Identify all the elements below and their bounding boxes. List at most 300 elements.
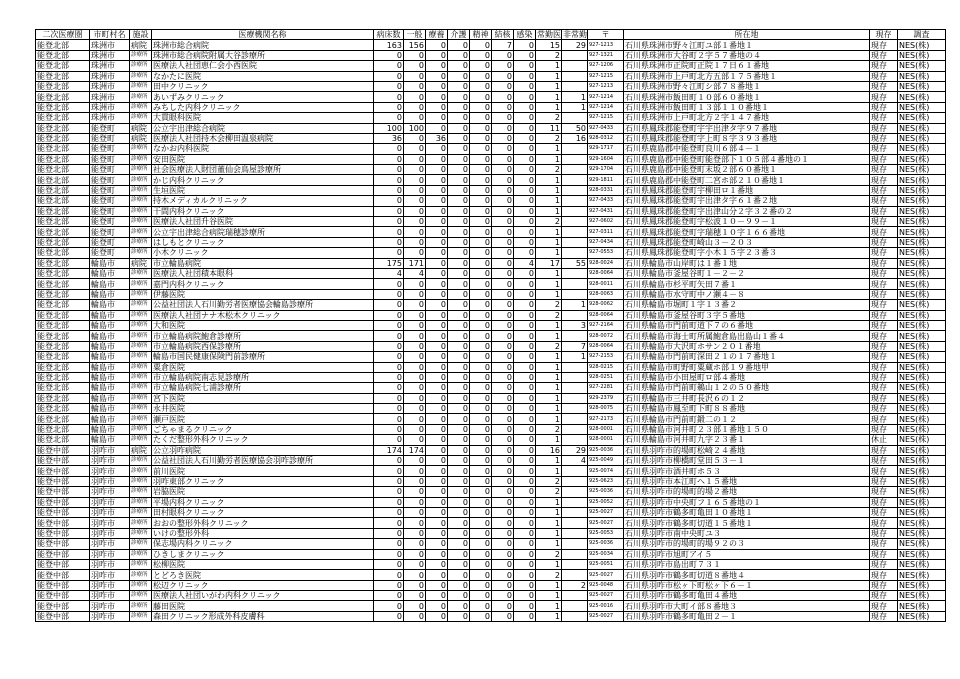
cell-zip: 925-0049 [588, 456, 624, 466]
cell-type: 診療所 [130, 279, 152, 289]
cell-fulltime: 1 [536, 289, 562, 299]
cell-beds: 0 [374, 175, 404, 185]
table-row [36, 92, 946, 102]
cell-name: 市立輪島病院南志見診療所 [152, 372, 374, 382]
cell-general: 100 [404, 123, 426, 133]
cell-nursing: 0 [448, 279, 470, 289]
cell-survey: NES(株) [898, 268, 946, 278]
cell-zip: 929-1704 [588, 165, 624, 175]
cell-infect: 0 [514, 611, 536, 621]
cell-city: 輪島市 [90, 352, 130, 362]
cell-city: 輪島市 [90, 393, 130, 403]
cell-survey: NES(株) [898, 175, 946, 185]
cell-name: 粟倉医院 [152, 362, 374, 372]
cell-survey: NES(株) [898, 217, 946, 227]
cell-care: 0 [426, 40, 448, 50]
cell-city: 能登町 [90, 123, 130, 133]
cell-zip: 925-0051 [588, 559, 624, 569]
cell-name: 市立輪島病院西保診療所 [152, 341, 374, 351]
cell-beds: 0 [374, 227, 404, 237]
cell-parttime [562, 528, 588, 538]
cell-nursing: 0 [448, 456, 470, 466]
cell-status: 現存 [870, 549, 898, 559]
cell-beds: 0 [374, 144, 404, 154]
cell-zip: 925-0027 [588, 507, 624, 517]
cell-type: 診療所 [130, 580, 152, 590]
cell-city: 羽咋市 [90, 466, 130, 476]
cell-psych: 0 [470, 487, 492, 497]
cell-nursing: 0 [448, 476, 470, 486]
cell-city: 能登町 [90, 206, 130, 216]
cell-parttime [562, 539, 588, 549]
cell-care: 0 [426, 528, 448, 538]
cell-beds: 0 [374, 507, 404, 517]
cell-tb: 0 [492, 476, 514, 486]
cell-infect: 0 [514, 144, 536, 154]
cell-name: 医療法人社団升谷医院 [152, 217, 374, 227]
cell-status: 現存 [870, 248, 898, 258]
cell-tb: 0 [492, 539, 514, 549]
cell-status: 現存 [870, 50, 898, 60]
table-row [36, 393, 946, 403]
cell-address: 石川県輪島市門前町鵜山１２の５０番地 [624, 383, 870, 393]
table-row [36, 175, 946, 185]
cell-nursing: 0 [448, 102, 470, 112]
cell-name: 珠洲市総合病院 [152, 40, 374, 50]
cell-type: 診療所 [130, 227, 152, 237]
cell-fulltime: 1 [536, 144, 562, 154]
cell-beds: 0 [374, 102, 404, 112]
cell-tb: 0 [492, 404, 514, 414]
cell-city: 輪島市 [90, 372, 130, 382]
cell-tb: 0 [492, 352, 514, 362]
cell-beds: 0 [374, 237, 404, 247]
cell-survey: NES(株) [898, 81, 946, 91]
cell-fulltime: 1 [536, 435, 562, 445]
cell-tb: 0 [492, 580, 514, 590]
table-row [36, 362, 946, 372]
cell-fulltime: 2 [536, 113, 562, 123]
cell-beds: 0 [374, 61, 404, 71]
column-header-address: 所在地 [624, 30, 870, 40]
cell-care: 0 [426, 393, 448, 403]
cell-name: 松辺クリニック [152, 580, 374, 590]
cell-care: 0 [426, 113, 448, 123]
cell-beds: 0 [374, 320, 404, 330]
cell-tb: 0 [492, 331, 514, 341]
cell-tb: 0 [492, 268, 514, 278]
cell-name: 羽咋東部クリニック [152, 476, 374, 486]
cell-psych: 0 [470, 92, 492, 102]
cell-beds: 0 [374, 92, 404, 102]
cell-tb: 0 [492, 445, 514, 455]
cell-type: 診療所 [130, 570, 152, 580]
cell-nursing: 0 [448, 331, 470, 341]
cell-survey: NES(株) [898, 466, 946, 476]
cell-beds: 0 [374, 601, 404, 611]
cell-type: 診療所 [130, 601, 152, 611]
table-row [36, 456, 946, 466]
cell-beds: 0 [374, 165, 404, 175]
cell-city: 羽咋市 [90, 476, 130, 486]
cell-tb: 0 [492, 383, 514, 393]
cell-name: ごちゃまるクリニック [152, 424, 374, 434]
cell-city: 珠洲市 [90, 113, 130, 123]
cell-zip: 927-0433 [588, 123, 624, 133]
cell-region: 能登北部 [36, 50, 90, 60]
cell-care: 0 [426, 185, 448, 195]
cell-fulltime: 2 [536, 424, 562, 434]
cell-nursing: 0 [448, 175, 470, 185]
table-row [36, 404, 946, 414]
cell-care: 0 [426, 497, 448, 507]
cell-city: 輪島市 [90, 424, 130, 434]
cell-psych: 0 [470, 601, 492, 611]
cell-status: 現存 [870, 289, 898, 299]
cell-infect: 0 [514, 549, 536, 559]
table-row [36, 383, 946, 393]
cell-type: 診療所 [130, 248, 152, 258]
cell-survey: NES(株) [898, 518, 946, 528]
cell-zip: 925-0016 [588, 601, 624, 611]
cell-nursing: 0 [448, 591, 470, 601]
table-row [36, 424, 946, 434]
cell-status: 現存 [870, 268, 898, 278]
cell-general: 0 [404, 92, 426, 102]
cell-beds: 0 [374, 113, 404, 123]
cell-tb: 0 [492, 466, 514, 476]
cell-care: 0 [426, 310, 448, 320]
cell-region: 能登北部 [36, 331, 90, 341]
cell-survey: NES(株) [898, 279, 946, 289]
cell-address: 石川県鳳珠郡能登町字小木１５字２３番３ [624, 248, 870, 258]
cell-status: 現存 [870, 206, 898, 216]
cell-survey: NES(株) [898, 61, 946, 71]
cell-infect: 0 [514, 539, 536, 549]
cell-beds: 0 [374, 559, 404, 569]
cell-survey: NES(株) [898, 50, 946, 60]
cell-fulltime: 1 [536, 331, 562, 341]
cell-fulltime: 1 [536, 279, 562, 289]
cell-tb: 0 [492, 113, 514, 123]
cell-name: 輪島市国民健康保険門前診療所 [152, 352, 374, 362]
cell-fulltime: 1 [536, 185, 562, 195]
cell-status: 現存 [870, 227, 898, 237]
cell-tb: 0 [492, 549, 514, 559]
column-header-survey: 調査 [898, 30, 946, 40]
cell-care: 0 [426, 331, 448, 341]
cell-region: 能登北部 [36, 320, 90, 330]
cell-fulltime: 1 [536, 362, 562, 372]
cell-beds: 163 [374, 40, 404, 50]
cell-survey: NES(株) [898, 258, 946, 268]
cell-address: 石川県鹿島郡中能登町良川６部４－１ [624, 144, 870, 154]
cell-tb: 0 [492, 154, 514, 164]
cell-survey: NES(株) [898, 601, 946, 611]
cell-region: 能登北部 [36, 61, 90, 71]
cell-psych: 0 [470, 393, 492, 403]
cell-care: 0 [426, 258, 448, 268]
cell-zip: 925-0048 [588, 580, 624, 590]
cell-care: 0 [426, 466, 448, 476]
cell-region: 能登北部 [36, 154, 90, 164]
cell-psych: 0 [470, 123, 492, 133]
cell-beds: 0 [374, 362, 404, 372]
cell-type: 診療所 [130, 113, 152, 123]
table-row [36, 476, 946, 486]
cell-parttime [562, 466, 588, 476]
cell-zip: 925-0027 [588, 611, 624, 621]
cell-region: 能登中部 [36, 549, 90, 559]
cell-tb: 0 [492, 123, 514, 133]
cell-infect: 0 [514, 383, 536, 393]
cell-general: 0 [404, 248, 426, 258]
cell-fulltime: 1 [536, 196, 562, 206]
table-row [36, 445, 946, 455]
cell-region: 能登北部 [36, 258, 90, 268]
cell-general: 0 [404, 611, 426, 621]
cell-infect: 0 [514, 279, 536, 289]
cell-type: 診療所 [130, 528, 152, 538]
cell-type: 診療所 [130, 539, 152, 549]
cell-name: 公立宇出津総合病院 [152, 123, 374, 133]
cell-infect: 0 [514, 320, 536, 330]
cell-type: 診療所 [130, 476, 152, 486]
cell-tb: 0 [492, 248, 514, 258]
cell-survey: NES(株) [898, 362, 946, 372]
cell-survey: NES(株) [898, 113, 946, 123]
cell-status: 現存 [870, 217, 898, 227]
table-row [36, 237, 946, 247]
cell-name: 生垣医院 [152, 185, 374, 195]
cell-tb: 0 [492, 92, 514, 102]
cell-infect: 0 [514, 227, 536, 237]
cell-fulltime: 1 [536, 539, 562, 549]
cell-survey: NES(株) [898, 310, 946, 320]
cell-type: 診療所 [130, 591, 152, 601]
cell-fulltime: 11 [536, 123, 562, 133]
table-row [36, 528, 946, 538]
cell-address: 石川県鳳珠郡能登町字瑞穂１０字１６６番地 [624, 227, 870, 237]
cell-parttime [562, 559, 588, 569]
cell-region: 能登北部 [36, 393, 90, 403]
cell-infect: 0 [514, 133, 536, 143]
cell-tb: 0 [492, 217, 514, 227]
cell-name: 森田クリニック形成外科皮膚科 [152, 611, 374, 621]
cell-general: 0 [404, 300, 426, 310]
cell-city: 羽咋市 [90, 497, 130, 507]
cell-address: 石川県羽咋市鶴多町亀田４番地 [624, 591, 870, 601]
cell-general: 0 [404, 435, 426, 445]
cell-parttime [562, 289, 588, 299]
cell-zip: 928-0062 [588, 300, 624, 310]
cell-survey: NES(株) [898, 123, 946, 133]
cell-parttime: 3 [562, 320, 588, 330]
cell-address: 石川県羽咋市酒井町ホ５３ [624, 466, 870, 476]
cell-nursing: 0 [448, 372, 470, 382]
cell-beds: 0 [374, 310, 404, 320]
cell-nursing: 0 [448, 341, 470, 351]
cell-address: 石川県鹿島郡中能登町能登部下１０５部４番地の１ [624, 154, 870, 164]
cell-region: 能登北部 [36, 414, 90, 424]
cell-address: 石川県珠洲市正院町正院１７日６１番地 [624, 61, 870, 71]
cell-name: 嘉門内科クリニック [152, 279, 374, 289]
cell-infect: 0 [514, 206, 536, 216]
column-header-type: 施設 [130, 30, 152, 40]
cell-survey: NES(株) [898, 154, 946, 164]
cell-beds: 0 [374, 539, 404, 549]
cell-type: 診療所 [130, 144, 152, 154]
cell-beds: 0 [374, 570, 404, 580]
cell-care: 0 [426, 601, 448, 611]
cell-general: 0 [404, 507, 426, 517]
cell-tb: 0 [492, 528, 514, 538]
cell-care: 0 [426, 154, 448, 164]
cell-infect: 0 [514, 580, 536, 590]
cell-region: 能登北部 [36, 92, 90, 102]
table-row [36, 320, 946, 330]
cell-city: 羽咋市 [90, 456, 130, 466]
cell-fulltime: 1 [536, 518, 562, 528]
cell-status: 現存 [870, 258, 898, 268]
cell-general: 0 [404, 601, 426, 611]
cell-general: 174 [404, 445, 426, 455]
table-row [36, 341, 946, 351]
cell-region: 能登北部 [36, 352, 90, 362]
cell-type: 病院 [130, 445, 152, 455]
cell-address: 石川県鹿島郡中能登町末坂２部６０番地１ [624, 165, 870, 175]
cell-name: 公立羽咋病院 [152, 445, 374, 455]
cell-name: あいずみクリニック [152, 92, 374, 102]
cell-tb: 0 [492, 258, 514, 268]
cell-region: 能登北部 [36, 81, 90, 91]
cell-nursing: 0 [448, 580, 470, 590]
cell-parttime [562, 237, 588, 247]
cell-care: 0 [426, 559, 448, 569]
cell-survey: NES(株) [898, 383, 946, 393]
cell-parttime [562, 549, 588, 559]
cell-region: 能登北部 [36, 310, 90, 320]
cell-fulltime: 2 [536, 476, 562, 486]
cell-psych: 0 [470, 165, 492, 175]
cell-zip: 928-0251 [588, 372, 624, 382]
cell-status: 現存 [870, 102, 898, 112]
cell-zip: 928-0075 [588, 404, 624, 414]
cell-care: 0 [426, 424, 448, 434]
cell-region: 能登北部 [36, 40, 90, 50]
cell-parttime [562, 185, 588, 195]
table-row [36, 71, 946, 81]
cell-survey: NES(株) [898, 570, 946, 580]
cell-zip: 928-0072 [588, 331, 624, 341]
facility-table [35, 29, 946, 622]
cell-address: 石川県鳳珠郡能登町崎山３－２０３ [624, 237, 870, 247]
cell-psych: 0 [470, 341, 492, 351]
cell-name: かじ内科クリニック [152, 175, 374, 185]
cell-beds: 0 [374, 289, 404, 299]
cell-parttime: 16 [562, 133, 588, 143]
cell-city: 輪島市 [90, 435, 130, 445]
cell-nursing: 0 [448, 206, 470, 216]
cell-city: 羽咋市 [90, 528, 130, 538]
cell-care: 0 [426, 81, 448, 91]
cell-care: 0 [426, 217, 448, 227]
column-header-parttime: 非常勤 [563, 30, 587, 40]
cell-nursing: 0 [448, 289, 470, 299]
cell-status: 現存 [870, 507, 898, 517]
cell-fulltime: 1 [536, 611, 562, 621]
cell-fulltime: 1 [536, 528, 562, 538]
cell-city: 能登町 [90, 175, 130, 185]
table-row [36, 570, 946, 580]
table-row [36, 580, 946, 590]
cell-general: 0 [404, 165, 426, 175]
cell-psych: 0 [470, 279, 492, 289]
cell-parttime [562, 435, 588, 445]
cell-general: 0 [404, 580, 426, 590]
cell-beds: 0 [374, 154, 404, 164]
cell-region: 能登中部 [36, 580, 90, 590]
cell-care: 0 [426, 300, 448, 310]
cell-status: 現存 [870, 123, 898, 133]
cell-type: 診療所 [130, 237, 152, 247]
cell-city: 輪島市 [90, 258, 130, 268]
cell-nursing: 0 [448, 258, 470, 268]
cell-parttime [562, 268, 588, 278]
cell-region: 能登北部 [36, 383, 90, 393]
cell-nursing: 0 [448, 185, 470, 195]
cell-tb: 0 [492, 289, 514, 299]
cell-address: 石川県珠洲市飯田町１３部１１０番地１ [624, 102, 870, 112]
cell-psych: 0 [470, 154, 492, 164]
cell-tb: 0 [492, 165, 514, 175]
cell-region: 能登北部 [36, 175, 90, 185]
cell-zip: 925-0053 [588, 528, 624, 538]
cell-nursing: 0 [448, 570, 470, 580]
cell-type: 診療所 [130, 507, 152, 517]
cell-survey: NES(株) [898, 424, 946, 434]
table-row [36, 50, 946, 60]
cell-nursing: 0 [448, 539, 470, 549]
table-row [36, 518, 946, 528]
cell-parttime [562, 206, 588, 216]
cell-beds: 0 [374, 549, 404, 559]
cell-name: 宮下医院 [152, 393, 374, 403]
cell-survey: NES(株) [898, 591, 946, 601]
cell-region: 能登北部 [36, 185, 90, 195]
cell-psych: 0 [470, 61, 492, 71]
cell-care: 0 [426, 435, 448, 445]
cell-region: 能登中部 [36, 445, 90, 455]
cell-psych: 0 [470, 300, 492, 310]
cell-care: 0 [426, 227, 448, 237]
cell-infect: 0 [514, 372, 536, 382]
cell-status: 現存 [870, 580, 898, 590]
cell-address: 石川県輪島市大沢町ホサン２０１番地 [624, 341, 870, 351]
cell-psych: 0 [470, 404, 492, 414]
cell-general: 0 [404, 175, 426, 185]
cell-region: 能登中部 [36, 591, 90, 601]
cell-type: 診療所 [130, 61, 152, 71]
cell-status: 現存 [870, 591, 898, 601]
cell-tb: 0 [492, 601, 514, 611]
cell-zip: 927-1214 [588, 92, 624, 102]
cell-status: 現存 [870, 601, 898, 611]
cell-beds: 0 [374, 424, 404, 434]
cell-nursing: 0 [448, 435, 470, 445]
cell-zip: 928-0064 [588, 268, 624, 278]
cell-type: 診療所 [130, 206, 152, 216]
